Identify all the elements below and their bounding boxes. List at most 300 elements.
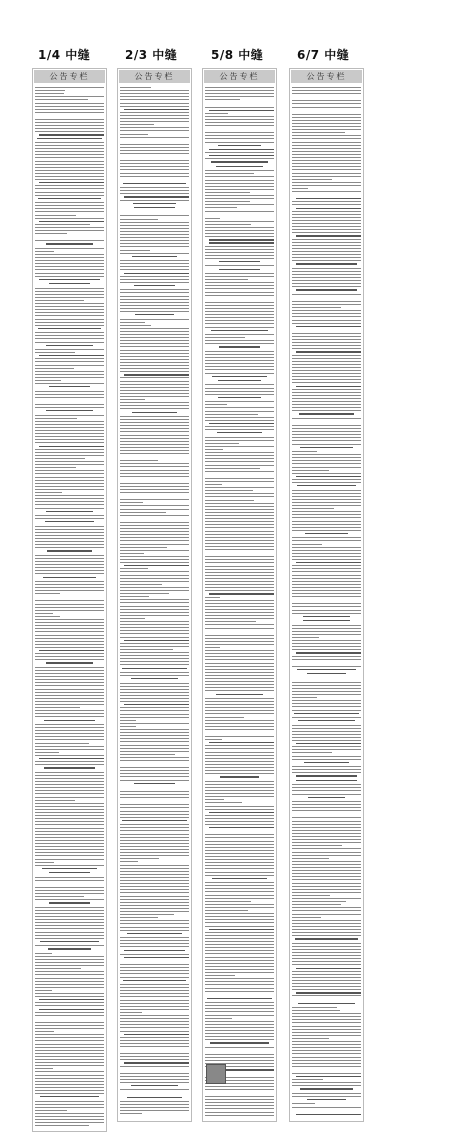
text-line bbox=[296, 652, 361, 653]
text-line bbox=[35, 103, 104, 104]
text-line bbox=[35, 695, 104, 696]
text-line bbox=[35, 962, 104, 963]
text-line bbox=[292, 404, 361, 405]
text-line bbox=[35, 659, 104, 660]
text-line bbox=[120, 311, 189, 312]
text-line bbox=[292, 1085, 361, 1086]
text-line bbox=[205, 1021, 274, 1022]
text-line bbox=[35, 407, 104, 408]
text-line bbox=[212, 878, 268, 879]
text-line bbox=[35, 208, 104, 209]
text-line bbox=[35, 374, 104, 375]
text-line bbox=[120, 219, 158, 220]
text-line bbox=[292, 151, 361, 152]
text-line bbox=[120, 871, 189, 872]
text-line bbox=[120, 106, 189, 107]
text-line bbox=[205, 672, 274, 673]
text-line bbox=[205, 119, 274, 120]
text-line bbox=[35, 981, 104, 982]
text-line bbox=[292, 382, 361, 383]
text-line bbox=[120, 618, 145, 619]
text-line bbox=[205, 218, 220, 219]
text-line bbox=[35, 161, 104, 162]
text-line bbox=[205, 656, 274, 657]
notice-column-4 bbox=[289, 68, 364, 1122]
text-line bbox=[35, 749, 104, 750]
text-line bbox=[120, 646, 189, 647]
text-line bbox=[205, 252, 274, 253]
text-line bbox=[205, 581, 274, 582]
text-line bbox=[297, 485, 356, 486]
text-line bbox=[35, 145, 104, 146]
text-line bbox=[292, 904, 341, 905]
text-line bbox=[35, 192, 104, 193]
text-line bbox=[120, 686, 189, 687]
text-line bbox=[292, 1103, 315, 1104]
text-line bbox=[205, 527, 274, 528]
text-line bbox=[35, 404, 104, 405]
text-line bbox=[35, 581, 104, 582]
text-line bbox=[35, 325, 104, 326]
text-line bbox=[35, 919, 104, 920]
text-line bbox=[292, 895, 330, 896]
text-line bbox=[205, 618, 274, 619]
text-line bbox=[35, 106, 104, 107]
text-line bbox=[35, 430, 104, 431]
text-line bbox=[205, 1115, 274, 1116]
text-lines bbox=[205, 87, 274, 1119]
text-line bbox=[205, 487, 274, 488]
text-line bbox=[123, 183, 186, 184]
text-line bbox=[292, 226, 361, 227]
text-line bbox=[292, 766, 361, 767]
text-line bbox=[35, 945, 104, 946]
text-line bbox=[205, 736, 274, 737]
notice-column-2 bbox=[117, 68, 192, 1122]
text-line bbox=[120, 553, 144, 554]
text-line bbox=[205, 258, 274, 259]
text-line bbox=[304, 762, 349, 763]
text-line bbox=[292, 179, 332, 180]
text-line bbox=[120, 289, 189, 290]
text-line bbox=[205, 901, 251, 902]
text-line bbox=[292, 496, 361, 497]
text-line bbox=[205, 465, 274, 466]
text-line bbox=[35, 501, 104, 502]
text-line bbox=[120, 707, 189, 708]
text-line bbox=[35, 698, 104, 699]
text-line bbox=[292, 804, 361, 805]
text-line bbox=[120, 732, 189, 733]
text-line bbox=[292, 389, 361, 390]
text-line bbox=[292, 876, 361, 877]
text-line bbox=[35, 489, 104, 490]
text-line bbox=[120, 200, 189, 201]
text-line bbox=[35, 736, 104, 737]
text-line bbox=[120, 729, 189, 730]
text-line bbox=[209, 742, 274, 743]
text-line bbox=[205, 888, 274, 889]
text-line bbox=[35, 157, 104, 158]
text-line bbox=[292, 980, 361, 981]
text-line bbox=[35, 716, 104, 717]
text-line bbox=[205, 506, 274, 507]
text-line bbox=[35, 433, 104, 434]
text-line bbox=[35, 781, 104, 782]
text-line bbox=[292, 310, 361, 311]
text-line bbox=[292, 974, 361, 975]
text-line bbox=[120, 308, 189, 309]
text-line bbox=[35, 772, 104, 773]
text-line bbox=[205, 540, 274, 541]
text-line bbox=[35, 834, 104, 835]
text-line bbox=[205, 1008, 274, 1009]
text-line bbox=[209, 929, 274, 930]
text-line bbox=[120, 593, 169, 594]
text-line bbox=[120, 147, 189, 148]
text-line bbox=[205, 853, 274, 854]
text-line bbox=[205, 1089, 274, 1090]
text-line bbox=[205, 575, 274, 576]
text-line bbox=[292, 584, 361, 585]
text-line bbox=[35, 852, 104, 853]
text-line bbox=[205, 357, 274, 358]
text-line bbox=[292, 132, 345, 133]
text-line bbox=[120, 492, 189, 493]
text-line bbox=[205, 981, 274, 982]
text-line bbox=[132, 412, 176, 413]
text-line bbox=[120, 419, 189, 420]
text-line bbox=[35, 154, 104, 155]
text-line bbox=[205, 295, 274, 296]
text-line bbox=[35, 907, 104, 908]
text-line bbox=[205, 641, 274, 642]
text-line bbox=[120, 883, 189, 884]
text-line bbox=[120, 578, 189, 579]
text-line bbox=[120, 556, 189, 557]
text-line bbox=[292, 596, 361, 597]
text-line bbox=[120, 571, 189, 572]
text-line bbox=[35, 248, 104, 249]
text-line bbox=[35, 775, 104, 776]
text-line bbox=[292, 824, 361, 825]
text-line bbox=[292, 1096, 361, 1097]
text-line bbox=[120, 253, 189, 254]
text-line bbox=[35, 990, 52, 991]
text-line bbox=[35, 953, 52, 954]
text-line bbox=[292, 232, 361, 233]
text-line bbox=[205, 787, 274, 788]
text-line bbox=[292, 467, 361, 468]
text-line bbox=[35, 1059, 104, 1060]
text-line bbox=[292, 666, 361, 667]
text-line bbox=[120, 1089, 189, 1090]
text-line bbox=[120, 568, 148, 569]
text-line bbox=[292, 756, 361, 757]
text-line bbox=[120, 1053, 189, 1054]
text-line bbox=[120, 408, 189, 409]
text-line bbox=[120, 328, 189, 329]
text-line bbox=[292, 710, 361, 711]
text-line bbox=[205, 745, 274, 746]
text-line bbox=[207, 998, 272, 999]
text-line bbox=[292, 280, 361, 281]
text-line bbox=[35, 610, 104, 611]
text-line bbox=[205, 882, 274, 883]
text-line bbox=[35, 99, 88, 100]
text-line bbox=[120, 723, 189, 724]
text-line bbox=[120, 905, 189, 906]
column-header: 公告专栏 bbox=[204, 70, 275, 83]
text-line bbox=[297, 669, 356, 670]
text-line bbox=[292, 637, 319, 638]
text-line bbox=[292, 737, 361, 738]
text-line bbox=[292, 907, 361, 908]
text-line bbox=[35, 679, 104, 680]
text-line bbox=[205, 549, 274, 550]
text-line bbox=[216, 694, 264, 695]
text-line bbox=[46, 345, 93, 346]
text-line bbox=[292, 138, 361, 139]
text-line bbox=[35, 394, 104, 395]
text-line bbox=[120, 807, 189, 808]
text-line bbox=[35, 342, 104, 343]
text-line bbox=[205, 609, 274, 610]
text-line bbox=[292, 364, 361, 365]
text-line bbox=[205, 1033, 274, 1034]
text-line bbox=[120, 531, 189, 532]
text-line bbox=[292, 160, 361, 161]
text-line bbox=[292, 454, 361, 455]
text-line bbox=[120, 849, 189, 850]
text-line bbox=[35, 397, 104, 398]
text-line bbox=[35, 439, 104, 440]
text-line bbox=[205, 323, 274, 324]
text-line bbox=[35, 518, 104, 519]
text-line bbox=[35, 1028, 104, 1029]
text-line bbox=[205, 675, 274, 676]
text-line bbox=[292, 556, 361, 557]
text-line bbox=[292, 223, 361, 224]
text-line bbox=[120, 649, 173, 650]
text-line bbox=[120, 489, 189, 490]
text-line bbox=[292, 440, 361, 441]
text-line bbox=[35, 806, 104, 807]
text-line bbox=[120, 970, 189, 971]
text-line bbox=[120, 93, 189, 94]
text-line bbox=[205, 891, 274, 892]
text-line bbox=[292, 731, 361, 732]
text-line bbox=[205, 515, 274, 516]
text-line bbox=[35, 1012, 104, 1013]
text-line bbox=[35, 266, 104, 267]
text-line bbox=[292, 1013, 361, 1014]
text-line bbox=[35, 449, 104, 450]
text-line bbox=[205, 969, 274, 970]
text-line bbox=[35, 361, 104, 362]
text-line bbox=[292, 955, 361, 956]
text-line bbox=[120, 118, 189, 119]
text-line bbox=[205, 122, 274, 123]
text-line bbox=[120, 877, 189, 878]
text-line bbox=[292, 867, 361, 868]
text-line bbox=[205, 265, 274, 266]
text-line bbox=[205, 282, 274, 283]
text-line bbox=[211, 161, 268, 162]
text-line bbox=[35, 644, 104, 645]
text-line bbox=[120, 365, 189, 366]
text-line bbox=[292, 434, 361, 435]
text-line bbox=[35, 377, 104, 378]
text-line bbox=[292, 929, 361, 930]
text-line bbox=[292, 217, 361, 218]
text-line bbox=[205, 815, 274, 816]
text-line bbox=[205, 885, 274, 886]
text-line bbox=[205, 1039, 274, 1040]
text-line bbox=[120, 405, 189, 406]
text-line bbox=[292, 603, 361, 604]
text-line bbox=[292, 649, 361, 650]
text-line bbox=[205, 793, 274, 794]
text-line bbox=[35, 125, 104, 126]
text-line bbox=[205, 429, 274, 430]
text-line bbox=[292, 759, 361, 760]
text-line bbox=[120, 137, 189, 138]
text-line bbox=[205, 818, 274, 819]
text-line bbox=[35, 996, 104, 997]
text-line bbox=[120, 846, 189, 847]
text-line bbox=[205, 603, 274, 604]
text-line bbox=[35, 987, 104, 988]
text-line bbox=[292, 593, 361, 594]
text-line bbox=[205, 452, 274, 453]
text-line bbox=[35, 371, 104, 372]
text-line bbox=[292, 752, 332, 753]
text-line bbox=[205, 796, 274, 797]
text-line bbox=[205, 404, 227, 405]
text-line bbox=[292, 460, 361, 461]
text-line bbox=[205, 426, 274, 427]
text-line bbox=[209, 110, 274, 111]
text-line bbox=[120, 387, 189, 388]
text-line bbox=[120, 299, 189, 300]
text-line bbox=[35, 167, 104, 168]
text-line bbox=[292, 578, 361, 579]
text-line bbox=[292, 1093, 361, 1094]
text-line bbox=[292, 527, 361, 528]
text-line bbox=[298, 1003, 356, 1004]
text-line bbox=[292, 482, 361, 483]
text-line bbox=[292, 307, 341, 308]
text-lines bbox=[120, 87, 189, 1119]
text-line bbox=[292, 245, 361, 246]
text-line bbox=[292, 977, 361, 978]
text-line bbox=[35, 1071, 104, 1072]
text-line bbox=[205, 638, 274, 639]
text-line bbox=[35, 195, 104, 196]
text-line bbox=[35, 96, 104, 97]
text-line bbox=[205, 135, 274, 136]
text-line bbox=[292, 1057, 361, 1058]
text-line bbox=[120, 166, 189, 167]
text-line bbox=[35, 727, 104, 728]
text-line bbox=[35, 1025, 104, 1026]
text-line bbox=[205, 824, 274, 825]
text-line bbox=[120, 880, 189, 881]
text-line bbox=[205, 443, 239, 444]
text-line bbox=[120, 266, 189, 267]
text-line bbox=[35, 1053, 104, 1054]
text-line bbox=[35, 607, 104, 608]
text-line bbox=[120, 751, 189, 752]
text-line bbox=[35, 452, 104, 453]
text-line bbox=[292, 901, 346, 902]
text-line bbox=[292, 1022, 361, 1023]
text-line bbox=[35, 828, 104, 829]
text-line bbox=[205, 93, 274, 94]
text-line bbox=[205, 663, 274, 664]
text-line bbox=[35, 421, 104, 422]
text-line bbox=[292, 613, 361, 614]
text-line bbox=[120, 855, 189, 856]
text-line bbox=[120, 896, 189, 897]
text-line bbox=[120, 1101, 189, 1102]
text-line bbox=[292, 631, 361, 632]
text-line bbox=[305, 533, 349, 534]
text-line bbox=[35, 461, 104, 462]
text-line bbox=[205, 1096, 274, 1097]
text-line bbox=[205, 975, 235, 976]
text-line bbox=[120, 509, 189, 510]
text-line bbox=[35, 515, 104, 516]
text-line bbox=[205, 834, 274, 835]
text-line bbox=[292, 787, 361, 788]
text-line bbox=[218, 397, 261, 398]
text-line bbox=[120, 550, 189, 551]
text-line bbox=[124, 565, 189, 566]
text-line bbox=[35, 1116, 104, 1117]
text-line bbox=[205, 806, 274, 807]
text-line bbox=[292, 339, 361, 340]
text-line bbox=[292, 214, 361, 215]
text-line bbox=[120, 305, 189, 306]
text-line bbox=[292, 220, 361, 221]
text-line bbox=[292, 932, 361, 933]
text-line bbox=[292, 964, 361, 965]
text-line bbox=[35, 625, 104, 626]
text-line bbox=[35, 656, 104, 657]
text-line bbox=[292, 173, 361, 174]
text-line bbox=[296, 326, 361, 327]
text-line bbox=[120, 770, 189, 771]
text-line bbox=[205, 799, 224, 800]
text-line bbox=[205, 963, 274, 964]
text-line bbox=[296, 775, 356, 776]
column-label-1: 1/4 中缝 bbox=[38, 48, 91, 62]
text-line bbox=[296, 476, 361, 477]
text-line bbox=[205, 192, 250, 193]
text-line bbox=[205, 437, 274, 438]
text-line bbox=[46, 511, 92, 512]
text-line bbox=[292, 858, 329, 859]
text-line bbox=[134, 783, 175, 784]
text-line bbox=[292, 379, 361, 380]
text-line bbox=[120, 115, 189, 116]
text-line bbox=[120, 87, 151, 88]
text-line bbox=[205, 152, 274, 153]
text-line bbox=[292, 559, 361, 560]
text-line bbox=[205, 314, 274, 315]
